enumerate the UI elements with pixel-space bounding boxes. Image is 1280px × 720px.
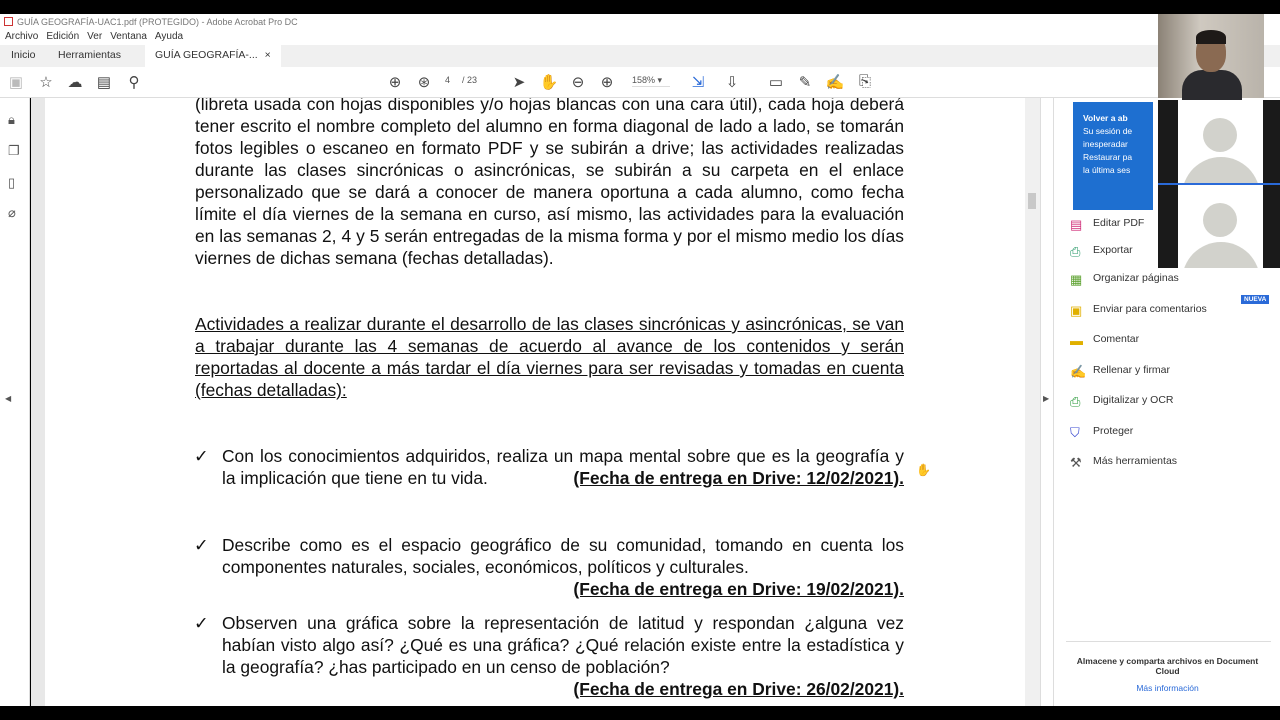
- upload-cloud-icon[interactable]: ☁: [67, 74, 83, 91]
- scroll-mode-icon[interactable]: ⇩: [725, 74, 739, 91]
- tool-label: Comentar: [1093, 333, 1140, 345]
- wrench-icon: ⚒: [1070, 455, 1082, 470]
- fit-page-icon[interactable]: ⇲: [691, 74, 705, 91]
- activity-text: Describe como es el espacio geográfico de su comunidad, tomando en cuenta los componentes naturales, sociales, económicos, políticos y culturales.: [222, 535, 904, 577]
- tool-exportar[interactable]: [1070, 241, 1133, 259]
- previous-page-icon[interactable]: ⊕: [388, 74, 402, 91]
- tool-enviar-comentarios[interactable]: [1070, 300, 1207, 318]
- tool-label: Rellenar y firmar: [1093, 364, 1171, 376]
- tool-editar-pdf[interactable]: [1070, 214, 1144, 232]
- shield-icon: ⛉: [1070, 425, 1080, 440]
- activity-due-date: (Fecha de entrega en Drive: 26/02/2021).: [573, 679, 904, 699]
- organize-pages-icon: ▦: [1070, 272, 1083, 287]
- edit-pdf-icon: ▤: [1070, 217, 1083, 232]
- notice-title: Volver a ab: [1083, 113, 1128, 123]
- tab-document[interactable]: [145, 45, 281, 67]
- tool-label: Más herramientas: [1093, 455, 1178, 467]
- send-comments-icon: ▣: [1070, 303, 1083, 318]
- tool-proteger[interactable]: [1070, 422, 1133, 440]
- checkmark-icon: ✓: [194, 446, 209, 466]
- pages-icon[interactable]: ❐: [8, 143, 20, 158]
- avatar-placeholder-icon: [1178, 100, 1263, 183]
- menu-ver[interactable]: Ver: [87, 31, 103, 42]
- next-page-icon[interactable]: ⊛: [417, 74, 431, 91]
- menu-archivo[interactable]: Archivo: [5, 31, 39, 42]
- zoom-in-icon[interactable]: ⊕: [600, 74, 614, 91]
- divider: [1066, 641, 1271, 642]
- save-icon[interactable]: ▣: [8, 74, 24, 91]
- page-total: / 23: [462, 75, 478, 85]
- title-bar: [0, 14, 1280, 30]
- pdf-page: [45, 98, 1025, 706]
- close-tab-icon[interactable]: ×: [264, 49, 271, 61]
- activity-item: [194, 612, 904, 700]
- sign-icon[interactable]: ✍: [825, 74, 845, 91]
- cloud-promo-text: Almacene y comparta archivos en Document Cloud: [1076, 656, 1259, 676]
- video-participant-tile: [1158, 185, 1280, 268]
- select-cursor-icon[interactable]: ➤: [512, 74, 526, 91]
- highlight-pen-icon[interactable]: ✎: [798, 74, 812, 91]
- star-icon[interactable]: ☆: [39, 74, 53, 91]
- checkmark-icon: ✓: [194, 613, 209, 633]
- attachment-icon[interactable]: ⌀: [8, 205, 16, 220]
- tool-label: Enviar para comentarios: [1093, 303, 1207, 315]
- comment-icon[interactable]: ▭: [768, 74, 784, 91]
- left-navigation-rail: [0, 98, 30, 706]
- tool-digitalizar[interactable]: [1070, 391, 1174, 409]
- search-zoom-icon[interactable]: ⚲: [128, 74, 140, 91]
- tool-label: Digitalizar y OCR: [1093, 394, 1174, 406]
- activity-due-date: (Fecha de entrega en Drive: 12/02/2021).: [573, 468, 904, 488]
- tool-label: Proteger: [1093, 425, 1134, 437]
- notice-line: Restaurar pa: [1083, 152, 1133, 162]
- avatar-placeholder-icon: [1178, 185, 1263, 268]
- print-icon[interactable]: ▤: [96, 74, 112, 91]
- activity-text: Observen una gráfica sobre la representación de latitud y respondan ¿alguna vez habían visto algo así? ¿Qué es una gráfica? ¿Qué relación existe entre la estadística y la geografía? ¿has participado en un censo de población?: [222, 613, 904, 677]
- tab-inicio[interactable]: Inicio: [11, 49, 36, 61]
- activity-item: [194, 445, 904, 489]
- bookmark-icon[interactable]: ▯: [8, 175, 16, 190]
- tab-bar: [0, 45, 1280, 67]
- video-participant-camera: [1158, 14, 1264, 98]
- panel-toggle-column: [1040, 98, 1053, 706]
- fill-sign-tool-icon: ✍: [1070, 364, 1087, 379]
- activity-item: [194, 534, 904, 600]
- menu-edicion[interactable]: Edición: [46, 31, 80, 42]
- zoom-out-icon[interactable]: ⊖: [571, 74, 585, 91]
- document-viewer[interactable]: [31, 98, 1025, 706]
- page-number-input[interactable]: 4: [445, 75, 451, 85]
- checkmark-icon: ✓: [194, 535, 209, 555]
- vertical-scrollbar[interactable]: [1025, 98, 1040, 706]
- tool-mas-herramientas[interactable]: [1070, 452, 1177, 470]
- activity-due-date: (Fecha de entrega en Drive: 19/02/2021).: [573, 579, 904, 599]
- tool-label: Editar PDF: [1093, 217, 1145, 229]
- tab-document-label: GUÍA GEOGRAFÍA-...: [155, 49, 258, 61]
- hand-cursor-icon: ✋: [916, 463, 931, 477]
- menu-ventana[interactable]: Ventana: [110, 31, 147, 42]
- notice-line: la última ses: [1083, 165, 1131, 175]
- tool-comentar[interactable]: [1070, 330, 1139, 348]
- video-participant-tile: [1158, 100, 1280, 183]
- collapse-left-icon[interactable]: ◀: [5, 394, 12, 403]
- fill-sign-icon[interactable]: ⎘: [858, 73, 871, 90]
- new-badge: NUEVA: [1241, 295, 1269, 304]
- hand-tool-icon[interactable]: ✋: [539, 74, 559, 91]
- notice-line: Su sesión de: [1083, 126, 1133, 136]
- page-indicator: [445, 75, 477, 85]
- activity-text: Con los conocimientos adquiridos, realiza un mapa mental sobre que es la geografía y la implicación que tiene en tu vida.: [222, 446, 904, 488]
- menu-bar: [0, 30, 1280, 45]
- tool-rellenar-firmar[interactable]: [1070, 361, 1170, 379]
- tool-label: Organizar páginas: [1093, 272, 1179, 284]
- zoom-level-select[interactable]: 158% ▾: [632, 75, 670, 87]
- expand-right-icon[interactable]: ▶: [1043, 394, 1050, 403]
- notice-line: inesperadar: [1083, 139, 1128, 149]
- menu-ayuda[interactable]: Ayuda: [154, 31, 184, 42]
- export-pdf-icon: ⎙: [1070, 244, 1081, 259]
- lock-icon[interactable]: 🔒︎: [8, 112, 15, 127]
- comment-tool-icon: ▬: [1070, 333, 1083, 348]
- paragraph-instructions: (libreta usada con hojas disponibles y/o hojas blancas con una cara útil), cada hoja deberá tener escrito el nombre completo del alumno en forma diagonal de lado a lado, se tomarán fotos legibles o escaneo en formato PDF y se subirán a drive; las actividades realizadas durante las clases sincrónicas o asincrónicas, se subirán a su carpeta en el enlace personalizado que se dará a conocer de manera oportuna a cada alumno, como fecha límite el día viernes de la semana en curso, así mismo, las actividades para la evaluación en las semanas 2, 4 y 5 serán entregadas de la misma forma y por el mismo medio los días viernes de dichas semana (fechas detalladas).: [195, 98, 904, 268]
- more-info-link[interactable]: Más información: [1136, 683, 1199, 693]
- tool-organizar[interactable]: [1070, 269, 1179, 287]
- window-title: GUÍA GEOGRAFÍA-UAC1.pdf (PROTEGIDO) - Adobe Acrobat Pro DC: [17, 17, 298, 27]
- scan-ocr-icon: ⎙: [1070, 394, 1081, 409]
- restore-session-notice[interactable]: [1073, 102, 1153, 210]
- paragraph-activities-heading: Actividades a realizar durante el desarrollo de las clases sincrónicas y asincrónicas, se van a trabajar durante las 4 semanas de acuerdo al avance de los contenidos y serán reportadas al docente a más tardar el día viernes para ser revisadas y tomadas en cuenta (fechas detalladas):: [195, 314, 904, 400]
- zoom-level-value: 158%: [632, 75, 656, 85]
- tool-label: Exportar: [1093, 244, 1133, 256]
- pdf-icon: [4, 17, 13, 26]
- toolbar: [0, 67, 1280, 98]
- tab-herramientas[interactable]: Herramientas: [58, 49, 122, 61]
- scrollbar-thumb[interactable]: [1028, 193, 1036, 209]
